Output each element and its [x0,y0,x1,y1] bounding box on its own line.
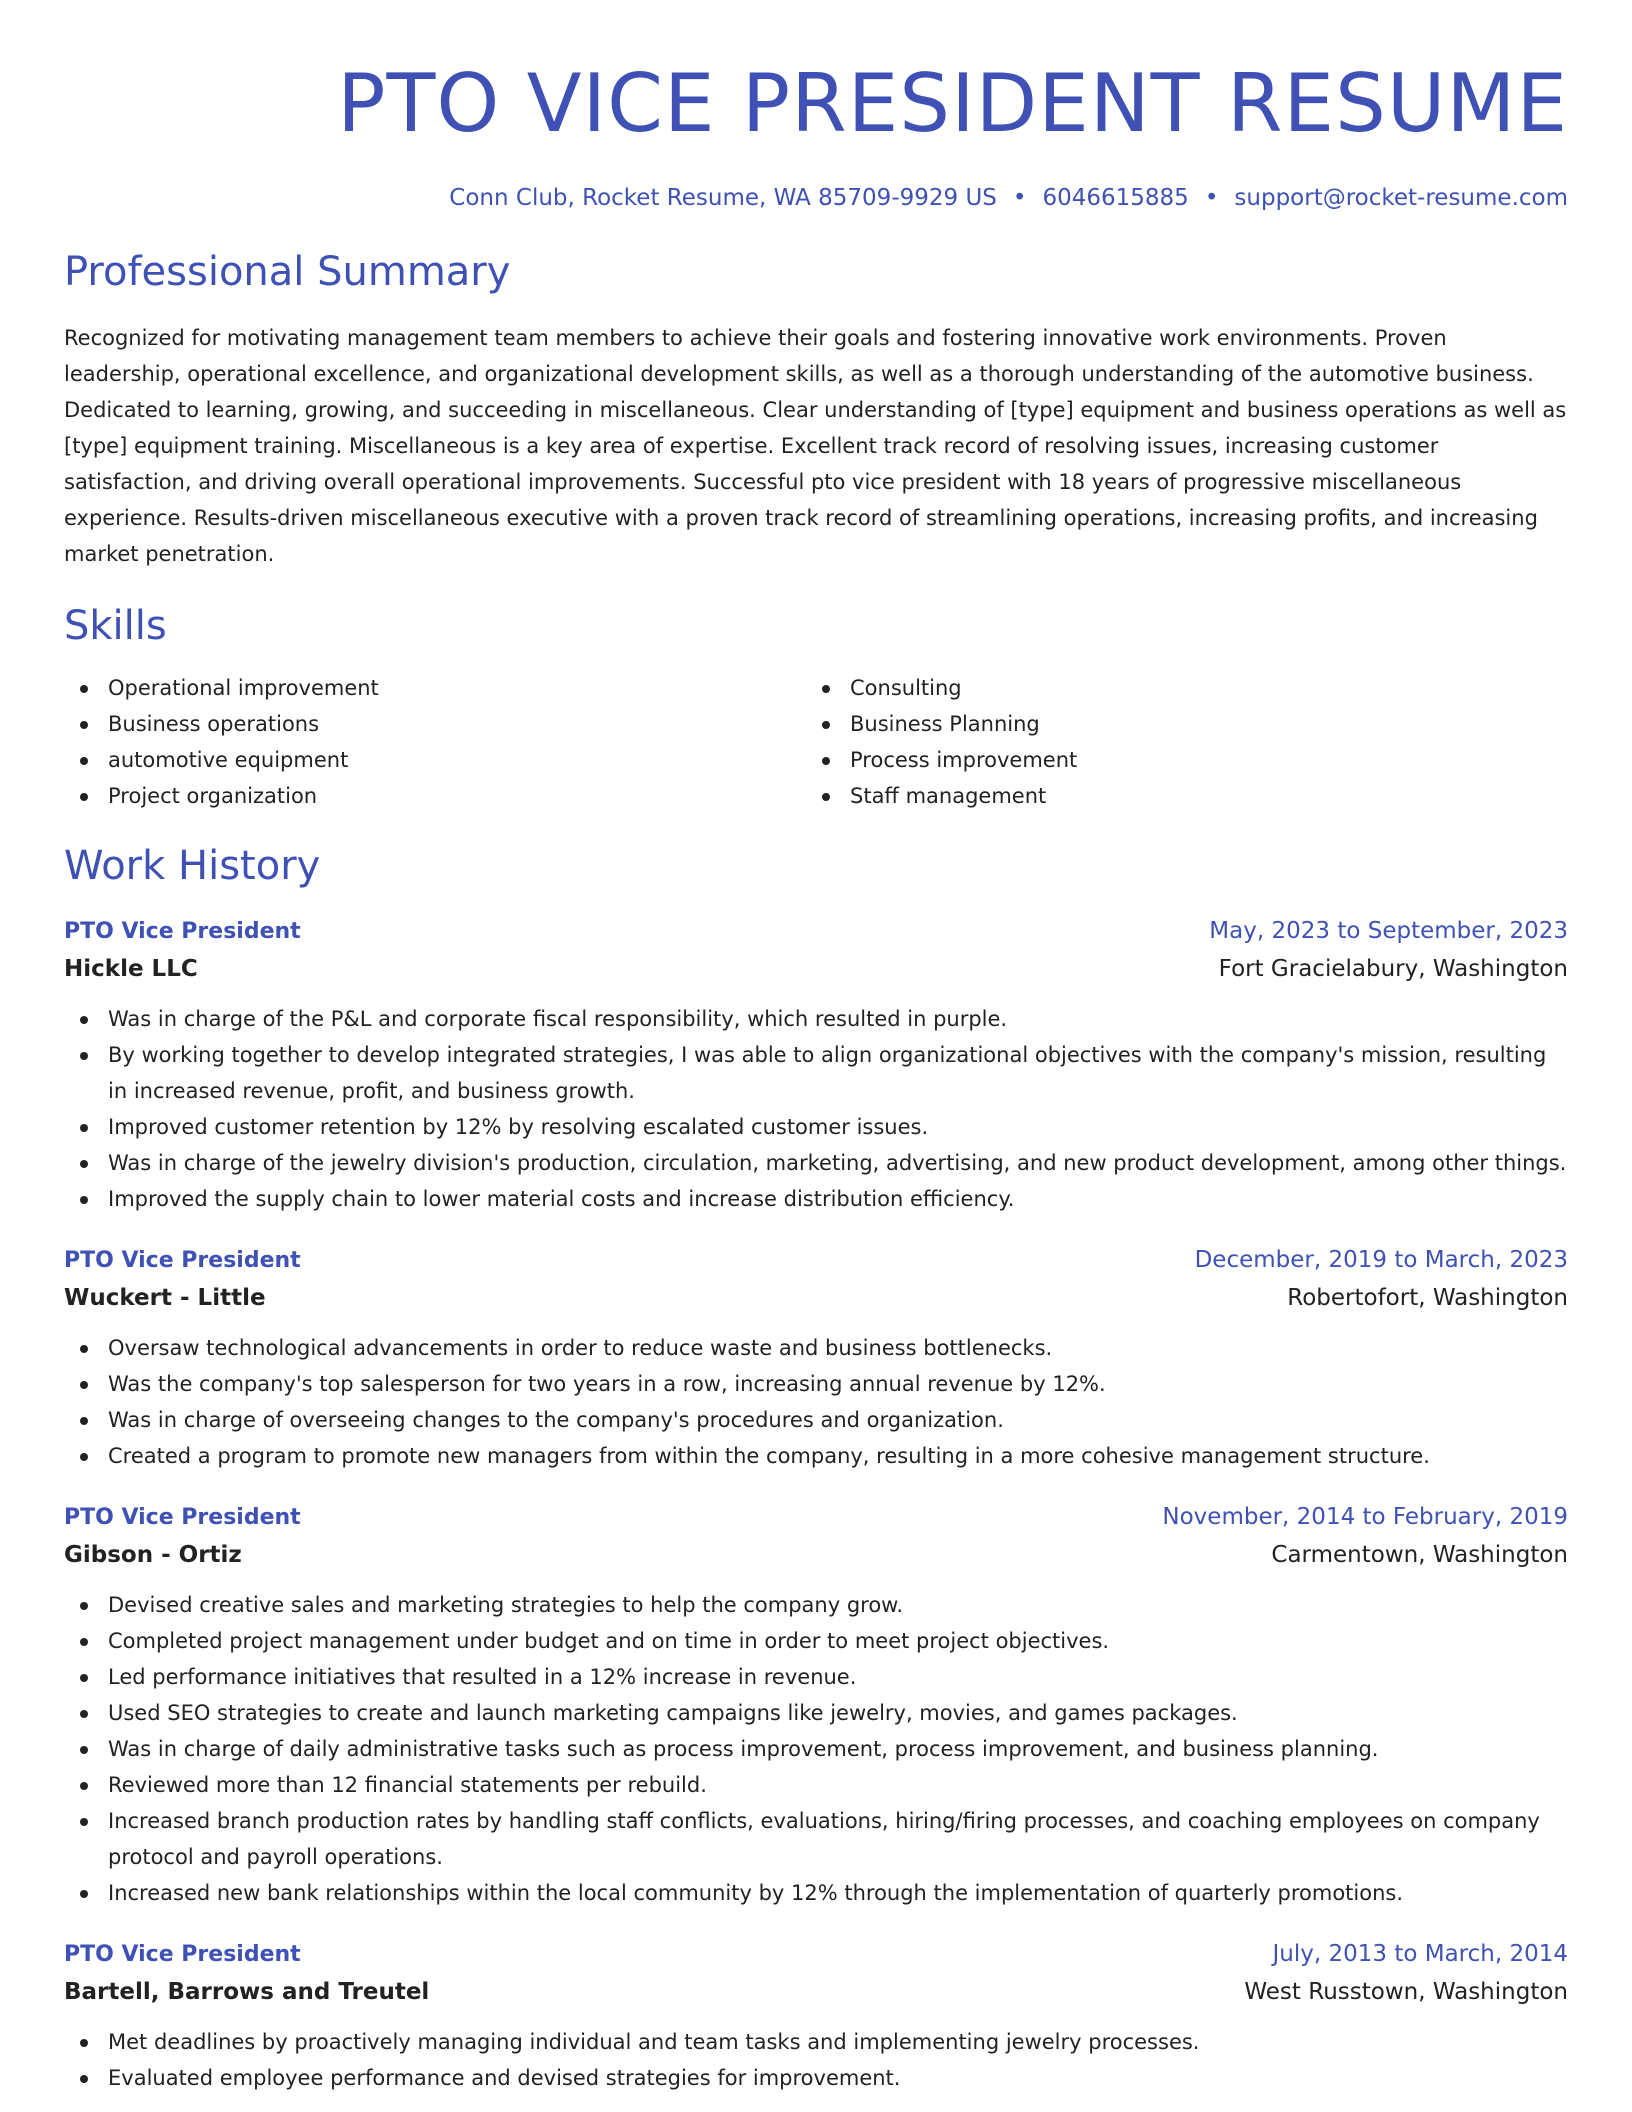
job-header-row [64,1500,1568,1535]
job-bullets [64,2024,1568,2096]
summary-heading: Professional Summary [64,249,511,295]
work-history-heading: Work History [64,843,321,889]
skill-item: Consulting [806,670,1548,706]
page-title: PTO VICE PRESIDENT RESUME [337,57,1568,150]
summary-text: Recognized for motivating management team members to achieve their goals and fostering innovative work environments. Proven leadership, operational excellence, and organizational development skills, as well as a thorough understanding of the automotive business. Dedicated to learning, growing, and succeeding in miscellaneous. Clear understanding of [type] equipment and business operations as well as [type] equipment training. Miscellaneous is a key area of expertise. Excellent track record of resolving issues, increasing customer satisfaction, and driving overall operational improvements. Successful pto vice president with 18 years of progressive miscellaneous experience. Results-driven miscellaneous executive with a proven track record of streamlining operations, increasing profits, and increasing market penetration. [64,326,1567,566]
job-bullet: Devised creative sales and marketing strategies to help the company grow. [64,1587,1568,1623]
job-title: PTO Vice President [64,1942,301,1967]
skill-item: Process improvement [806,742,1548,778]
job-dates: November, 2014 to February, 2019 [1162,1504,1568,1530]
job-location: Carmentown, Washington [1271,1542,1568,1568]
skills-column-right [806,670,1548,814]
job-bullet: Led performance initiatives that resulted in a 12% increase in revenue. [64,1659,1568,1695]
job-bullet: Was in charge of the jewelry division's production, circulation, marketing, advertising, and new product development, among other things. [64,1145,1568,1181]
job-bullets [64,1001,1568,1217]
job-title: PTO Vice President [64,1248,301,1273]
job-bullets [64,1587,1568,1911]
job-title: PTO Vice President [64,919,301,944]
skill-item: Project organization [64,778,806,814]
job-bullet: Increased branch production rates by handling staff conflicts, evaluations, hiring/firing processes, and coaching employees on company protocol and payroll operations. [64,1803,1568,1875]
job-bullet: Evaluated employee performance and devised strategies for improvement. [64,2060,1568,2096]
job-entry [64,1937,1568,2096]
job-company: Wuckert - Little [64,1285,266,1311]
job-bullet: Was in charge of daily administrative tasks such as process improvement, process improvement, and business planning. [64,1731,1568,1767]
contact-line [64,182,1568,214]
skills-heading: Skills [64,603,167,649]
contact-separator: • [1204,185,1219,211]
job-bullet: By working together to develop integrated strategies, I was able to align organizational objectives with the company's mission, resulting in increased revenue, profit, and business growth. [64,1037,1568,1109]
job-location: Fort Gracielabury, Washington [1218,956,1568,982]
job-entry [64,914,1568,1217]
job-bullet: Was in charge of overseeing changes to the company's procedures and organization. [64,1402,1568,1438]
job-company-row [64,1278,1568,1318]
job-bullet: Oversaw technological advancements in order to reduce waste and business bottlenecks. [64,1330,1568,1366]
job-bullet: Was the company's top salesperson for two years in a row, increasing annual revenue by 12%. [64,1366,1568,1402]
job-entry [64,1243,1568,1474]
job-bullet: Increased new bank relationships within the local community by 12% through the implementation of quarterly promotions. [64,1875,1568,1911]
job-bullets [64,1330,1568,1474]
job-entry [64,1500,1568,1911]
skill-item: Staff management [806,778,1548,814]
job-company: Gibson - Ortiz [64,1542,242,1568]
skill-item: Operational improvement [64,670,806,706]
job-bullet: Met deadlines by proactively managing individual and team tasks and implementing jewelry processes. [64,2024,1568,2060]
job-company: Hickle LLC [64,956,198,982]
job-dates: May, 2023 to September, 2023 [1209,918,1568,944]
job-bullet: Improved customer retention by 12% by resolving escalated customer issues. [64,1109,1568,1145]
job-dates: July, 2013 to March, 2014 [1272,1941,1568,1967]
skill-item: automotive equipment [64,742,806,778]
skills-column-left [64,670,806,814]
contact-address: Conn Club, Rocket Resume, WA 85709-9929 US [449,185,997,211]
job-company-row [64,1972,1568,2012]
job-bullet: Completed project management under budget and on time in order to meet project objectives. [64,1623,1568,1659]
job-bullet: Used SEO strategies to create and launch marketing campaigns like jewelry, movies, and games packages. [64,1695,1568,1731]
skills-grid [64,670,1568,814]
job-company-row [64,1535,1568,1575]
job-header-row [64,1243,1568,1278]
job-location: West Russtown, Washington [1244,1979,1568,2005]
job-header-row [64,1937,1568,1972]
job-bullet: Was in charge of the P&L and corporate fiscal responsibility, which resulted in purple. [64,1001,1568,1037]
contact-phone: 6046615885 [1042,185,1189,211]
job-company-row [64,949,1568,989]
job-header-row [64,914,1568,949]
job-company: Bartell, Barrows and Treutel [64,1979,430,2005]
job-bullet: Reviewed more than 12 financial statements per rebuild. [64,1767,1568,1803]
skill-item: Business Planning [806,706,1548,742]
job-bullet: Improved the supply chain to lower material costs and increase distribution efficiency. [64,1181,1568,1217]
contact-email: support@rocket-resume.com [1234,185,1568,211]
job-bullet: Created a program to promote new managers from within the company, resulting in a more cohesive management structure. [64,1438,1568,1474]
contact-separator: • [1012,185,1027,211]
job-title: PTO Vice President [64,1505,301,1530]
skill-item: Business operations [64,706,806,742]
job-location: Robertofort, Washington [1287,1285,1568,1311]
job-dates: December, 2019 to March, 2023 [1194,1247,1568,1273]
